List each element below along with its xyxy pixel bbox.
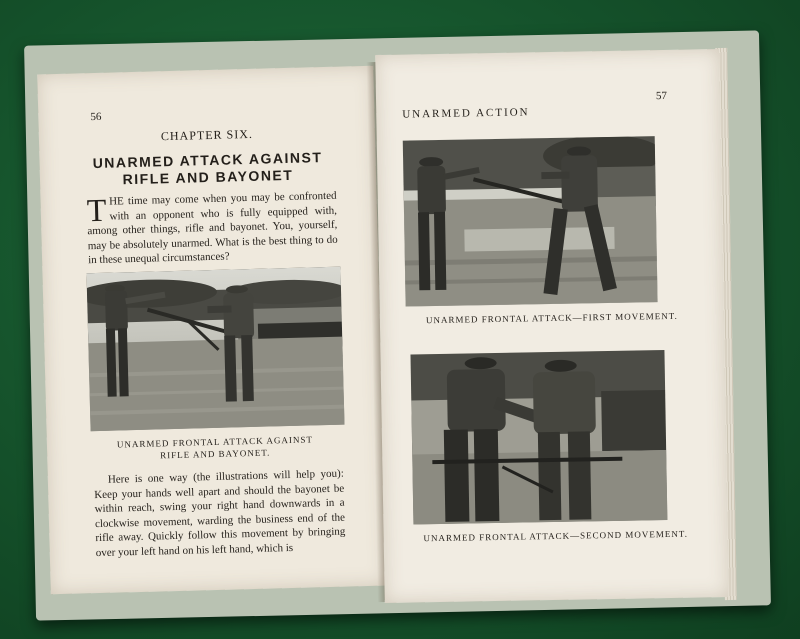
heading-line-1: UNARMED ATTACK AGAINST [92,149,323,172]
photo-bottom-right [410,350,667,524]
left-caption-line-1: UNARMED FRONTAL ATTACK AGAINST [116,434,314,450]
running-head: UNARMED ACTION [402,106,530,121]
left-photo-caption [47,432,384,465]
top-photo-caption: UNARMED FRONTAL ATTACK—FIRST MOVEMENT. [425,310,678,326]
left-page-number: 56 [90,110,102,124]
left-page [37,66,386,595]
photo-top-right [403,136,658,306]
bottom-photo-caption: UNARMED FRONTAL ATTACK—SECOND MOVEMENT. [423,528,689,544]
instructions-paragraph: Here is one way (the illustrations will help you): Keep your hands well apart and should the bayonet be within reach, swing your right hand downwards in a clockwise movement, warding the business end of the rifle away. Quickly follow this movement by bringing over your left hand on his left hand, which is [94,467,346,559]
intro-text: HE time may come when you may be confronted with an opponent who is fully equipped with, among other things, rifle and bayonet. You, yourself, may be absolutely unarmed. What is the best thing to do in these unequal circumstances? [87,189,338,267]
heading-line-2: RIFLE AND BAYONET [122,166,294,188]
right-page-number: 57 [655,89,668,103]
right-page [375,49,729,603]
chapter-title: CHAPTER SIX. [160,126,254,144]
left-caption-line-2: RIFLE AND BAYONET. [159,447,271,461]
photo-left [86,267,344,432]
section-heading [39,148,376,191]
drop-cap: T [86,191,107,229]
intro-paragraph [86,189,338,268]
